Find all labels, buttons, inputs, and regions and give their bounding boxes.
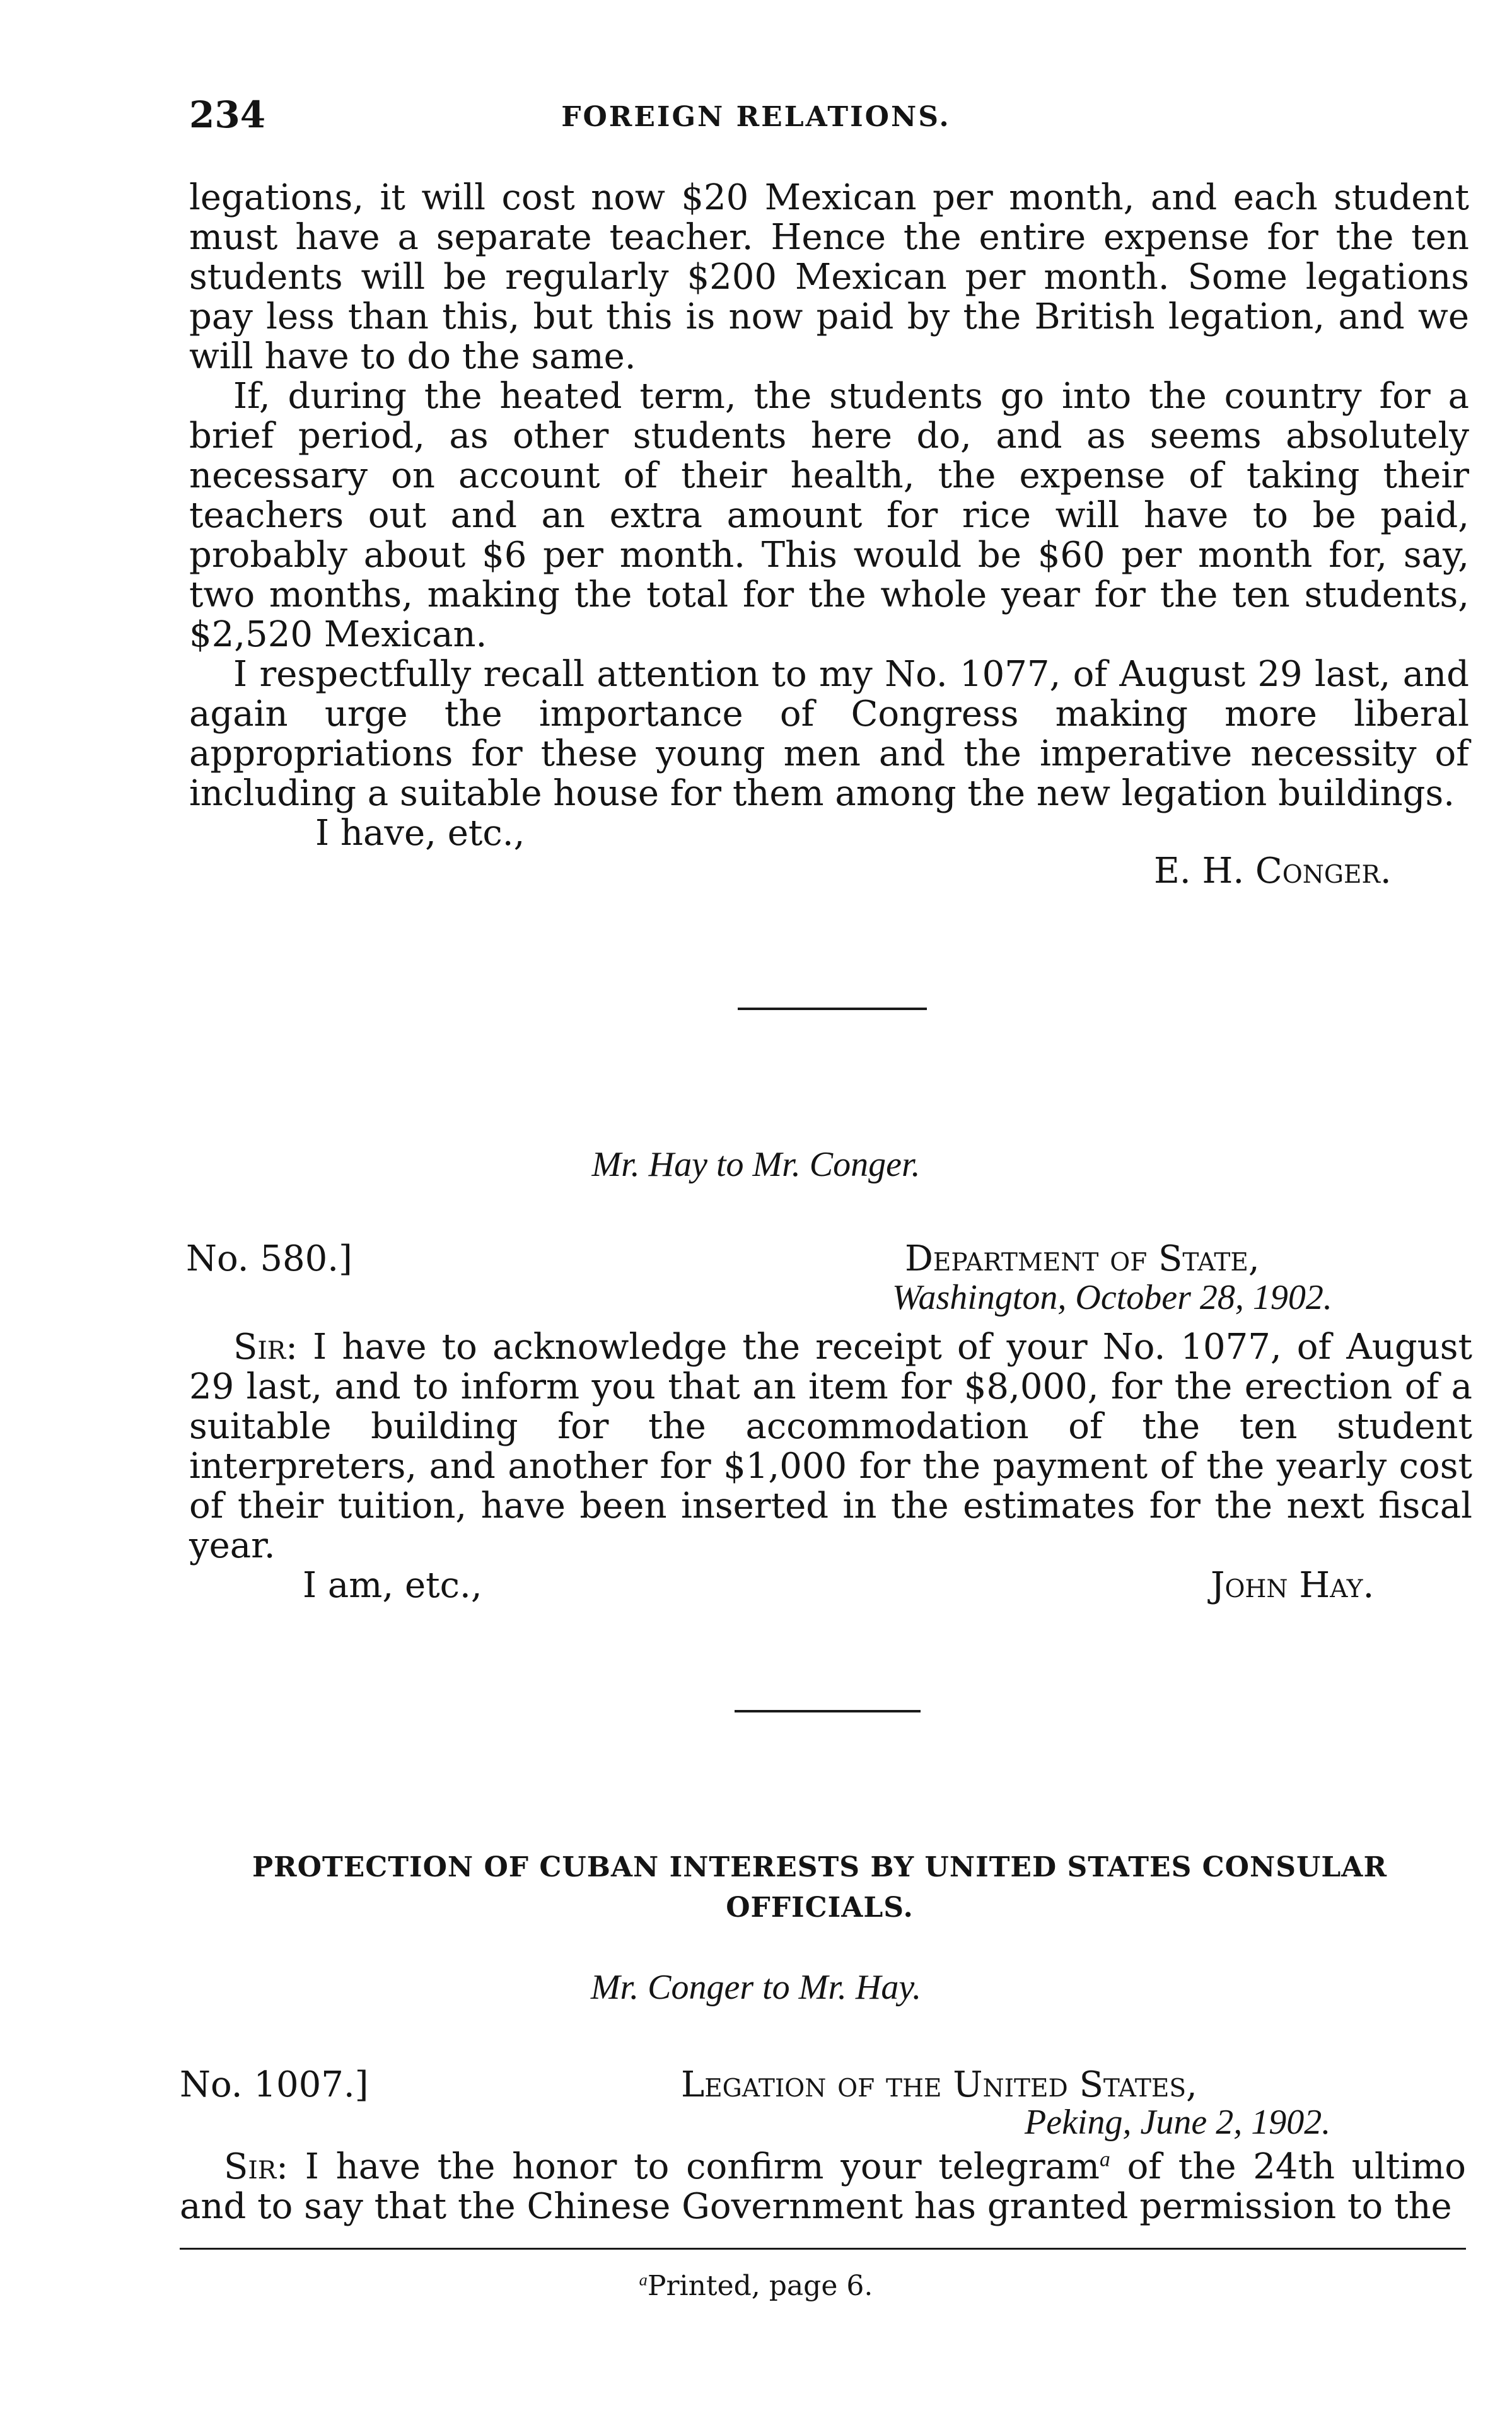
section-divider	[735, 1710, 921, 1712]
letter3-body-end: of the 24th ultimo and to say that the Chinese Government has granted permission to the	[180, 2146, 1467, 2227]
footnote-reference: a	[1100, 2148, 1110, 2171]
letter1-closing: I have, etc.,	[315, 813, 525, 854]
section-title: PROTECTION OF CUBAN INTERESTS BY UNITED STATES CONSULAR OFFICIALS.	[252, 1851, 1388, 1924]
letter3-salutation: Sir:	[224, 2146, 289, 2187]
footnote	[0, 2270, 1512, 2302]
letter3-heading: Mr. Conger to Mr. Hay.	[590, 1968, 922, 2007]
letter3-place-date: Peking, June 2, 1902.	[1025, 2103, 1331, 2142]
section-divider	[738, 1008, 927, 1010]
letter3-body-start: I have the honor to confirm your telegram	[305, 2146, 1100, 2187]
letter2-salutation: Sir:	[233, 1327, 298, 1368]
footnote-rule	[180, 2248, 1466, 2250]
letter2-place-date: Washington, October 28, 1902.	[892, 1278, 1332, 1317]
page-number: 234	[189, 93, 266, 136]
letter1-paragraph-3: I respectfully recall attention to my No. 1077, of August 29 last, and again urge the importance of Congress making more liberal appropriations for these young men and the imperative necessity of including a suitable house for them among the new legation buildings.	[189, 654, 1469, 814]
running-title: FOREIGN RELATIONS.	[561, 101, 951, 133]
footnote-text: Printed, page 6.	[647, 2270, 873, 2302]
letter2-heading: Mr. Hay to Mr. Conger.	[591, 1145, 921, 1184]
letter1-paragraph-1: legations, it will cost now $20 Mexican per month, and each student must have a separate teacher. Hence the entire expense for the ten students will be regularly $200 Mexican per month. Some legations pay less than this, but this is now paid by the British legation, and we will have to do the same.	[189, 177, 1469, 377]
letter3-legation: Legation of the United States,	[681, 2064, 1197, 2105]
letter2-closing: I am, etc.,	[303, 1565, 482, 1606]
footnote-marker: a	[639, 2270, 648, 2289]
letter1-signature: E. H. Conger.	[1154, 851, 1392, 892]
letter2-body: I have to acknowledge the receipt of your No. 1077, of August 29 last, and to inform you that an item for $8,000, for the erection of a suitable building for the accommodation of the ten student interpreters, and another for $1,000 for the payment of the yearly cost of their tuition, have been inserted in the estimates for the next fiscal year.	[189, 1327, 1472, 1566]
letter3-body-paragraph	[180, 2147, 1466, 2226]
letter2-number: No. 580.]	[186, 1238, 352, 1279]
letter3-number: No. 1007.]	[180, 2064, 369, 2105]
letter2-signature: John Hay.	[1211, 1565, 1375, 1606]
letter1-paragraph-2: If, during the heated term, the students go into the country for a brief period, as other students here do, and as seems absolutely necessary on account of their health, the expense of taking their teachers out and an extra amount for rice will have to be paid, probably about $6 per month. This would be $60 per month for, say, two months, making the total for the whole year for the ten students, $2,520 Mexican.	[189, 376, 1469, 655]
letter2-body-paragraph	[189, 1327, 1472, 1566]
letter2-department: Department of State,	[905, 1238, 1260, 1279]
